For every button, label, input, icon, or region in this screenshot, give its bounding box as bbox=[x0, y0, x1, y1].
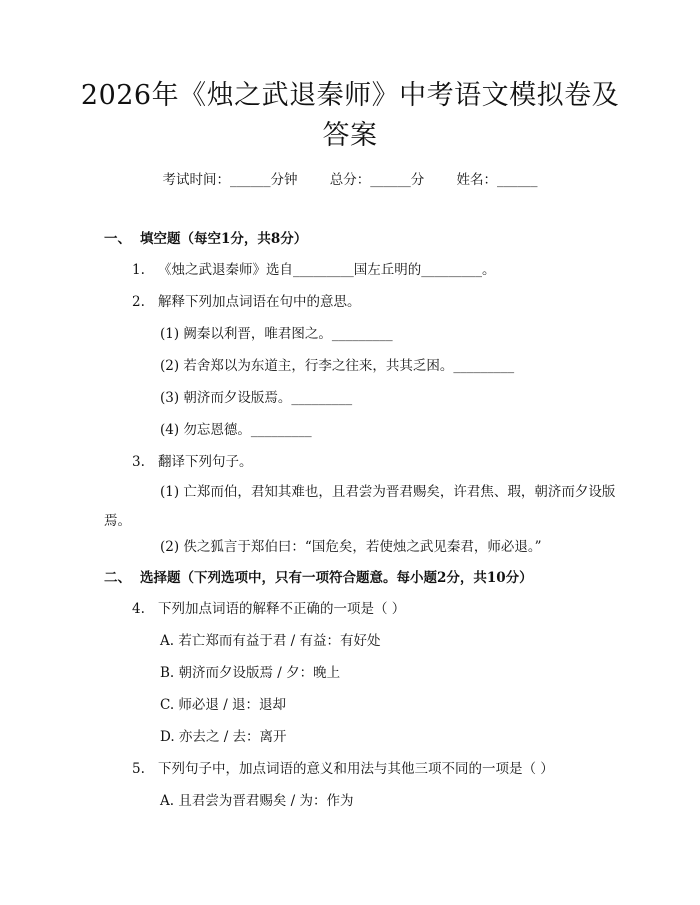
question-3 bbox=[132, 452, 253, 472]
exam-meta bbox=[0, 168, 700, 188]
question-4-option-d: D. 亦去之 / 去：离开 bbox=[160, 729, 287, 745]
title-line-2: 答案 bbox=[322, 120, 378, 151]
section-2-number: 二、 bbox=[104, 570, 131, 586]
exam-title bbox=[60, 76, 640, 156]
section-1-title: 填空题（每空1分，共8分） bbox=[140, 231, 308, 247]
student-name-field: 姓名：______ bbox=[456, 172, 538, 188]
question-4-text: 下列加点词语的解释不正确的一项是（ ） bbox=[158, 601, 406, 617]
question-4-option-a: A. 若亡郑而有益于君 / 有益：有好处 bbox=[160, 633, 381, 649]
question-2-item-3: (3) 朝济而夕设版焉。_________ bbox=[160, 390, 353, 406]
question-3-item-1: (1) 亡郑而伯，君知其难也，且君尝为晋君赐矣，许君焦、瑕，朝济而夕设版焉。 bbox=[104, 484, 616, 529]
question-1-text: 《烛之武退秦师》选自_________国左丘明的_________。 bbox=[158, 262, 496, 278]
question-2-item-2: (2) 若舍郑以为东道主，行李之往来，共其乏困。_________ bbox=[160, 358, 515, 374]
question-5-option-a: A. 且君尝为晋君赐矣 / 为：作为 bbox=[160, 793, 354, 809]
question-4-number: 4. bbox=[132, 601, 145, 617]
question-5-text: 下列句子中，加点词语的意义和用法与其他三项不同的一项是（ ） bbox=[158, 761, 554, 777]
question-5-number: 5. bbox=[132, 761, 145, 777]
question-4-option-c: C. 师必退 / 退：退却 bbox=[160, 697, 287, 713]
section-2-title: 选择题（下列选项中，只有一项符合题意。每小题2分，共10分） bbox=[140, 570, 533, 586]
question-1 bbox=[132, 260, 496, 280]
section-1-number: 一、 bbox=[104, 231, 131, 247]
title-line-1: 2026年《烛之武退秦师》中考语文模拟卷及 bbox=[80, 80, 620, 111]
question-2-item-1: (1) 阙秦以利晋，唯君图之。_________ bbox=[160, 326, 393, 342]
question-2 bbox=[132, 292, 361, 312]
question-2-number: 2. bbox=[132, 294, 145, 310]
question-1-number: 1. bbox=[132, 262, 145, 278]
question-4 bbox=[132, 599, 405, 619]
question-5 bbox=[132, 759, 554, 779]
question-3-item-2: (2) 佚之狐言于郑伯曰：“国危矣，若使烛之武见秦君，师必退。” bbox=[160, 539, 542, 555]
question-3-number: 3. bbox=[132, 454, 145, 470]
total-score-field: 总分：______分 bbox=[329, 172, 425, 188]
question-4-option-b: B. 朝济而夕设版焉 / 夕：晚上 bbox=[160, 665, 341, 681]
section-1-heading bbox=[104, 229, 307, 249]
question-3-text: 翻译下列句子。 bbox=[158, 454, 253, 470]
exam-time-field: 考试时间：______分钟 bbox=[162, 172, 298, 188]
question-2-item-4: (4) 勿忘恩德。_________ bbox=[160, 422, 312, 438]
section-2-heading bbox=[104, 568, 533, 588]
question-2-text: 解释下列加点词语在句中的意思。 bbox=[158, 294, 361, 310]
